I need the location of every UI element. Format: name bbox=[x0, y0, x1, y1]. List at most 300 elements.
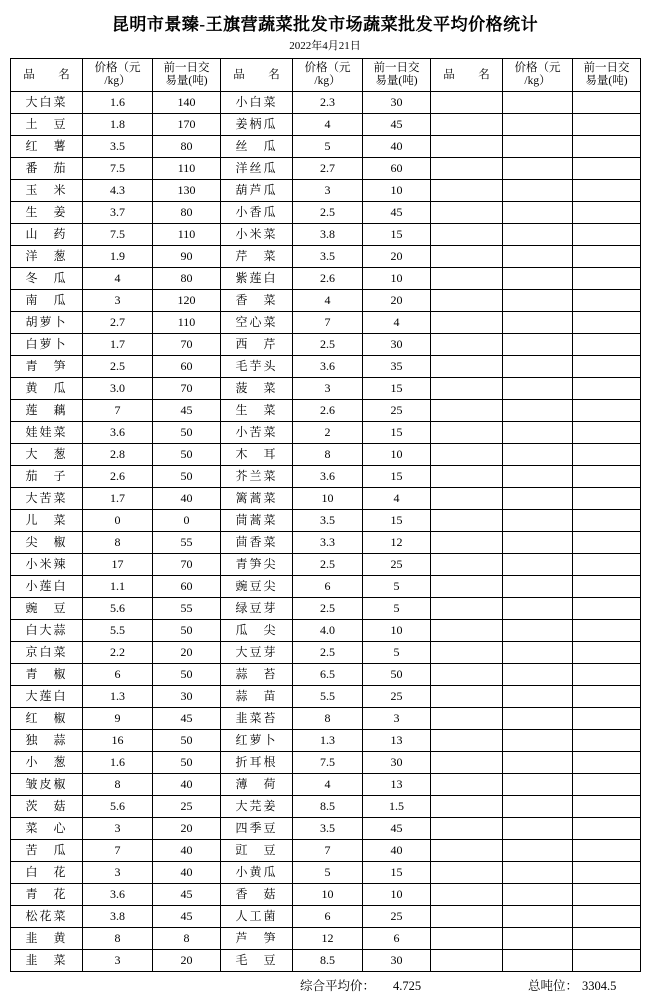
cell-volume: 45 bbox=[153, 400, 221, 422]
cell-volume: 15 bbox=[363, 862, 431, 884]
cell-volume: 25 bbox=[363, 686, 431, 708]
cell-volume bbox=[573, 928, 641, 950]
table-row bbox=[11, 752, 641, 774]
cell-name: 韭 黄 bbox=[11, 928, 83, 950]
cell-price: 5 bbox=[293, 862, 363, 884]
cell-name bbox=[431, 246, 503, 268]
cell-name: 白大蒜 bbox=[11, 620, 83, 642]
cell-volume: 10 bbox=[363, 180, 431, 202]
cell-volume: 0 bbox=[153, 510, 221, 532]
cell-volume: 130 bbox=[153, 180, 221, 202]
header-volume-line1: 前一日交 bbox=[583, 62, 630, 74]
cell-volume: 25 bbox=[363, 400, 431, 422]
average-price-label: 综合平均价： bbox=[300, 979, 376, 993]
cell-name: 折耳根 bbox=[221, 752, 293, 774]
cell-price bbox=[503, 422, 573, 444]
cell-price bbox=[503, 664, 573, 686]
cell-volume: 50 bbox=[153, 752, 221, 774]
cell-name: 香 菇 bbox=[221, 884, 293, 906]
report-date: 2022年4月21日 bbox=[289, 40, 361, 52]
cell-volume: 45 bbox=[363, 114, 431, 136]
cell-volume bbox=[573, 862, 641, 884]
cell-name: 菜 心 bbox=[11, 818, 83, 840]
cell-volume bbox=[573, 884, 641, 906]
cell-name bbox=[431, 378, 503, 400]
cell-price: 2.7 bbox=[293, 158, 363, 180]
cell-name: 尖 椒 bbox=[11, 532, 83, 554]
cell-volume: 30 bbox=[363, 92, 431, 114]
cell-name: 豇 豆 bbox=[221, 840, 293, 862]
cell-name: 芹 菜 bbox=[221, 246, 293, 268]
header-price-3 bbox=[503, 59, 573, 92]
cell-volume bbox=[573, 224, 641, 246]
cell-name: 小苦菜 bbox=[221, 422, 293, 444]
cell-volume bbox=[573, 818, 641, 840]
cell-name: 玉 米 bbox=[11, 180, 83, 202]
cell-volume: 140 bbox=[153, 92, 221, 114]
cell-price: 3.6 bbox=[83, 884, 153, 906]
price-table bbox=[10, 58, 641, 972]
cell-price: 7.5 bbox=[83, 158, 153, 180]
cell-volume: 15 bbox=[363, 510, 431, 532]
cell-price: 6 bbox=[83, 664, 153, 686]
cell-name bbox=[431, 114, 503, 136]
cell-price: 5 bbox=[293, 136, 363, 158]
cell-volume bbox=[573, 400, 641, 422]
cell-price: 4.0 bbox=[293, 620, 363, 642]
cell-name: 冬 瓜 bbox=[11, 268, 83, 290]
cell-volume bbox=[573, 158, 641, 180]
cell-volume: 3 bbox=[363, 708, 431, 730]
cell-price: 3.8 bbox=[293, 224, 363, 246]
header-volume-2 bbox=[363, 59, 431, 92]
cell-price: 3 bbox=[83, 818, 153, 840]
cell-volume: 30 bbox=[153, 686, 221, 708]
cell-volume: 10 bbox=[363, 444, 431, 466]
table-row bbox=[11, 642, 641, 664]
table-row bbox=[11, 466, 641, 488]
table-row bbox=[11, 730, 641, 752]
cell-volume: 50 bbox=[153, 466, 221, 488]
cell-name bbox=[431, 290, 503, 312]
table-row bbox=[11, 906, 641, 928]
cell-volume: 50 bbox=[153, 422, 221, 444]
header-price-line1: 价格（元 bbox=[304, 62, 351, 74]
cell-volume bbox=[573, 554, 641, 576]
cell-volume bbox=[573, 114, 641, 136]
cell-volume: 80 bbox=[153, 136, 221, 158]
cell-name: 西 芹 bbox=[221, 334, 293, 356]
cell-price: 1.1 bbox=[83, 576, 153, 598]
cell-volume bbox=[573, 730, 641, 752]
cell-name bbox=[431, 752, 503, 774]
cell-volume: 110 bbox=[153, 312, 221, 334]
cell-volume: 20 bbox=[153, 950, 221, 972]
cell-price: 5.6 bbox=[83, 598, 153, 620]
cell-volume: 90 bbox=[153, 246, 221, 268]
cell-volume: 40 bbox=[153, 862, 221, 884]
cell-volume: 35 bbox=[363, 356, 431, 378]
cell-price: 3 bbox=[293, 378, 363, 400]
cell-volume: 45 bbox=[153, 708, 221, 730]
cell-price bbox=[503, 400, 573, 422]
cell-price: 7 bbox=[293, 312, 363, 334]
cell-volume: 60 bbox=[363, 158, 431, 180]
cell-name: 木 耳 bbox=[221, 444, 293, 466]
cell-price: 2.2 bbox=[83, 642, 153, 664]
page-title: 昆明市景臻-王旗营蔬菜批发市场蔬菜批发平均价格统计 bbox=[111, 15, 539, 34]
cell-price: 3.6 bbox=[293, 466, 363, 488]
cell-price bbox=[503, 180, 573, 202]
cell-price bbox=[503, 598, 573, 620]
total-tonnage bbox=[528, 976, 616, 994]
cell-name: 芥兰菜 bbox=[221, 466, 293, 488]
cell-volume: 40 bbox=[363, 840, 431, 862]
cell-price: 5.6 bbox=[83, 796, 153, 818]
table-row bbox=[11, 840, 641, 862]
cell-volume: 20 bbox=[153, 818, 221, 840]
cell-volume: 15 bbox=[363, 224, 431, 246]
cell-volume bbox=[573, 356, 641, 378]
cell-price bbox=[503, 378, 573, 400]
cell-price bbox=[503, 620, 573, 642]
cell-price bbox=[503, 334, 573, 356]
cell-volume bbox=[573, 246, 641, 268]
cell-name bbox=[431, 532, 503, 554]
table-row bbox=[11, 114, 641, 136]
cell-volume: 45 bbox=[363, 818, 431, 840]
cell-name: 土 豆 bbox=[11, 114, 83, 136]
cell-price: 4 bbox=[293, 774, 363, 796]
cell-name: 松花菜 bbox=[11, 906, 83, 928]
cell-price bbox=[503, 510, 573, 532]
cell-name bbox=[431, 554, 503, 576]
cell-volume: 25 bbox=[363, 554, 431, 576]
cell-name bbox=[431, 224, 503, 246]
cell-volume bbox=[573, 466, 641, 488]
cell-price bbox=[503, 554, 573, 576]
cell-price bbox=[503, 92, 573, 114]
cell-price: 1.9 bbox=[83, 246, 153, 268]
cell-name: 皱皮椒 bbox=[11, 774, 83, 796]
cell-price: 10 bbox=[293, 488, 363, 510]
cell-price: 7 bbox=[293, 840, 363, 862]
cell-name: 香 菜 bbox=[221, 290, 293, 312]
cell-name: 娃娃菜 bbox=[11, 422, 83, 444]
cell-name bbox=[431, 180, 503, 202]
cell-name: 空心菜 bbox=[221, 312, 293, 334]
cell-volume: 5 bbox=[363, 576, 431, 598]
cell-name: 韭 菜 bbox=[11, 950, 83, 972]
cell-name: 豌 豆 bbox=[11, 598, 83, 620]
cell-price bbox=[503, 950, 573, 972]
cell-price bbox=[503, 444, 573, 466]
cell-price: 8 bbox=[83, 774, 153, 796]
cell-volume: 45 bbox=[363, 202, 431, 224]
cell-volume: 12 bbox=[363, 532, 431, 554]
cell-price bbox=[503, 202, 573, 224]
cell-name: 青笋尖 bbox=[221, 554, 293, 576]
cell-price: 4 bbox=[293, 114, 363, 136]
table-header-row bbox=[11, 59, 641, 92]
cell-volume: 50 bbox=[153, 664, 221, 686]
cell-volume bbox=[573, 598, 641, 620]
cell-name: 红萝卜 bbox=[221, 730, 293, 752]
header-name-1: 品 名 bbox=[11, 59, 83, 92]
cell-name bbox=[431, 158, 503, 180]
header-volume-3 bbox=[573, 59, 641, 92]
cell-name bbox=[431, 686, 503, 708]
cell-name bbox=[431, 488, 503, 510]
cell-volume: 13 bbox=[363, 774, 431, 796]
cell-volume: 15 bbox=[363, 422, 431, 444]
cell-volume: 25 bbox=[363, 906, 431, 928]
table-row bbox=[11, 268, 641, 290]
cell-price: 3.0 bbox=[83, 378, 153, 400]
cell-price: 3.5 bbox=[83, 136, 153, 158]
cell-name: 大莲白 bbox=[11, 686, 83, 708]
cell-volume: 110 bbox=[153, 158, 221, 180]
cell-price bbox=[503, 884, 573, 906]
cell-volume: 50 bbox=[363, 664, 431, 686]
cell-volume: 10 bbox=[363, 620, 431, 642]
cell-name bbox=[431, 730, 503, 752]
cell-price: 2.5 bbox=[293, 202, 363, 224]
table-row bbox=[11, 554, 641, 576]
table-row bbox=[11, 488, 641, 510]
cell-price bbox=[503, 752, 573, 774]
header-price-line2: /kg） bbox=[314, 75, 341, 87]
cell-volume: 45 bbox=[153, 884, 221, 906]
cell-volume: 6 bbox=[363, 928, 431, 950]
cell-name: 蒜 苗 bbox=[221, 686, 293, 708]
cell-volume: 50 bbox=[153, 620, 221, 642]
cell-price: 1.3 bbox=[293, 730, 363, 752]
cell-name bbox=[431, 906, 503, 928]
cell-name: 毛 豆 bbox=[221, 950, 293, 972]
cell-name: 姜柄瓜 bbox=[221, 114, 293, 136]
cell-price: 1.3 bbox=[83, 686, 153, 708]
header-price-line1: 价格（元 bbox=[514, 62, 561, 74]
cell-volume bbox=[573, 180, 641, 202]
cell-volume: 70 bbox=[153, 334, 221, 356]
cell-name bbox=[431, 444, 503, 466]
cell-name: 四季豆 bbox=[221, 818, 293, 840]
cell-name bbox=[431, 598, 503, 620]
cell-volume bbox=[573, 796, 641, 818]
cell-price: 16 bbox=[83, 730, 153, 752]
cell-volume bbox=[573, 92, 641, 114]
cell-price: 8 bbox=[83, 928, 153, 950]
cell-volume: 55 bbox=[153, 598, 221, 620]
cell-volume bbox=[573, 202, 641, 224]
cell-price: 2.5 bbox=[293, 642, 363, 664]
table-row bbox=[11, 774, 641, 796]
cell-name: 大白菜 bbox=[11, 92, 83, 114]
cell-price: 3.7 bbox=[83, 202, 153, 224]
total-tonnage-label: 总吨位： bbox=[528, 979, 579, 993]
table-row bbox=[11, 422, 641, 444]
header-volume-line1: 前一日交 bbox=[373, 62, 420, 74]
cell-name: 茴香菜 bbox=[221, 532, 293, 554]
cell-price: 6 bbox=[293, 906, 363, 928]
cell-price: 3.8 bbox=[83, 906, 153, 928]
cell-price bbox=[503, 158, 573, 180]
cell-name bbox=[431, 818, 503, 840]
cell-name: 红 椒 bbox=[11, 708, 83, 730]
cell-price: 5.5 bbox=[83, 620, 153, 642]
header-volume-line2: 易量(吨) bbox=[585, 75, 628, 87]
cell-volume bbox=[573, 950, 641, 972]
cell-name bbox=[431, 840, 503, 862]
cell-price: 3.3 bbox=[293, 532, 363, 554]
cell-volume: 110 bbox=[153, 224, 221, 246]
cell-price: 2.6 bbox=[293, 268, 363, 290]
cell-name bbox=[431, 400, 503, 422]
cell-name bbox=[431, 642, 503, 664]
cell-price: 7 bbox=[83, 400, 153, 422]
cell-name: 韭菜苔 bbox=[221, 708, 293, 730]
cell-volume bbox=[573, 686, 641, 708]
cell-name: 篱蒿菜 bbox=[221, 488, 293, 510]
table-row bbox=[11, 620, 641, 642]
cell-price bbox=[503, 818, 573, 840]
cell-price: 3.6 bbox=[293, 356, 363, 378]
cell-price: 2.7 bbox=[83, 312, 153, 334]
cell-volume bbox=[573, 136, 641, 158]
cell-volume: 4 bbox=[363, 488, 431, 510]
cell-price bbox=[503, 642, 573, 664]
cell-name: 洋 葱 bbox=[11, 246, 83, 268]
table-row bbox=[11, 400, 641, 422]
table-row bbox=[11, 334, 641, 356]
table-row bbox=[11, 796, 641, 818]
cell-volume: 30 bbox=[363, 950, 431, 972]
cell-name: 苦 瓜 bbox=[11, 840, 83, 862]
cell-name: 绿豆芽 bbox=[221, 598, 293, 620]
table-row bbox=[11, 356, 641, 378]
cell-name: 儿 菜 bbox=[11, 510, 83, 532]
cell-name: 青 椒 bbox=[11, 664, 83, 686]
header-price-line2: /kg） bbox=[104, 75, 131, 87]
cell-price: 6.5 bbox=[293, 664, 363, 686]
table-row bbox=[11, 378, 641, 400]
cell-volume: 15 bbox=[363, 466, 431, 488]
cell-name: 大豆芽 bbox=[221, 642, 293, 664]
cell-name bbox=[431, 422, 503, 444]
cell-name bbox=[431, 356, 503, 378]
cell-price bbox=[503, 488, 573, 510]
cell-name: 蒜 苔 bbox=[221, 664, 293, 686]
cell-price bbox=[503, 466, 573, 488]
cell-name: 小米菜 bbox=[221, 224, 293, 246]
cell-volume: 25 bbox=[153, 796, 221, 818]
cell-volume bbox=[573, 708, 641, 730]
cell-price: 4.3 bbox=[83, 180, 153, 202]
cell-price: 1.6 bbox=[83, 92, 153, 114]
average-price bbox=[300, 976, 421, 994]
cell-name: 紫莲白 bbox=[221, 268, 293, 290]
cell-price: 4 bbox=[293, 290, 363, 312]
cell-name: 青 花 bbox=[11, 884, 83, 906]
table-row bbox=[11, 532, 641, 554]
cell-volume bbox=[573, 906, 641, 928]
table-row bbox=[11, 928, 641, 950]
cell-volume: 30 bbox=[363, 334, 431, 356]
header-name-3: 品 名 bbox=[431, 59, 503, 92]
cell-name: 人工菌 bbox=[221, 906, 293, 928]
cell-name: 莲 藕 bbox=[11, 400, 83, 422]
cell-volume: 40 bbox=[153, 774, 221, 796]
cell-volume: 8 bbox=[153, 928, 221, 950]
cell-name bbox=[431, 950, 503, 972]
cell-price bbox=[503, 290, 573, 312]
cell-price bbox=[503, 928, 573, 950]
cell-volume: 170 bbox=[153, 114, 221, 136]
header-name-2: 品 名 bbox=[221, 59, 293, 92]
cell-volume: 45 bbox=[153, 906, 221, 928]
table-row bbox=[11, 246, 641, 268]
cell-name: 洋丝瓜 bbox=[221, 158, 293, 180]
cell-price: 8.5 bbox=[293, 796, 363, 818]
header-volume-line1: 前一日交 bbox=[163, 62, 210, 74]
cell-price: 12 bbox=[293, 928, 363, 950]
cell-volume bbox=[573, 488, 641, 510]
cell-name: 黄 瓜 bbox=[11, 378, 83, 400]
table-body bbox=[11, 92, 641, 972]
cell-price: 8.5 bbox=[293, 950, 363, 972]
cell-volume: 15 bbox=[363, 378, 431, 400]
cell-price: 3 bbox=[293, 180, 363, 202]
cell-volume: 60 bbox=[153, 356, 221, 378]
cell-volume: 55 bbox=[153, 532, 221, 554]
cell-name: 青 笋 bbox=[11, 356, 83, 378]
cell-price: 3.6 bbox=[83, 422, 153, 444]
cell-volume: 5 bbox=[363, 598, 431, 620]
cell-volume: 5 bbox=[363, 642, 431, 664]
cell-volume: 70 bbox=[153, 378, 221, 400]
cell-name: 瓜 尖 bbox=[221, 620, 293, 642]
cell-volume bbox=[573, 664, 641, 686]
cell-price: 8 bbox=[83, 532, 153, 554]
cell-price bbox=[503, 312, 573, 334]
cell-volume: 120 bbox=[153, 290, 221, 312]
cell-name: 薄 荷 bbox=[221, 774, 293, 796]
cell-name: 丝 瓜 bbox=[221, 136, 293, 158]
cell-price: 8 bbox=[293, 708, 363, 730]
cell-price bbox=[503, 686, 573, 708]
cell-price: 3.5 bbox=[293, 246, 363, 268]
table-row bbox=[11, 224, 641, 246]
cell-price bbox=[503, 730, 573, 752]
cell-price: 2.3 bbox=[293, 92, 363, 114]
cell-volume: 10 bbox=[363, 268, 431, 290]
cell-price: 1.7 bbox=[83, 488, 153, 510]
cell-volume: 20 bbox=[363, 246, 431, 268]
cell-volume: 70 bbox=[153, 554, 221, 576]
cell-price bbox=[503, 796, 573, 818]
cell-name bbox=[431, 334, 503, 356]
cell-volume: 10 bbox=[363, 884, 431, 906]
cell-name: 胡萝卜 bbox=[11, 312, 83, 334]
cell-volume bbox=[573, 532, 641, 554]
cell-name bbox=[431, 312, 503, 334]
table-row bbox=[11, 510, 641, 532]
table-row bbox=[11, 818, 641, 840]
cell-name bbox=[431, 862, 503, 884]
cell-price: 17 bbox=[83, 554, 153, 576]
cell-name bbox=[431, 928, 503, 950]
